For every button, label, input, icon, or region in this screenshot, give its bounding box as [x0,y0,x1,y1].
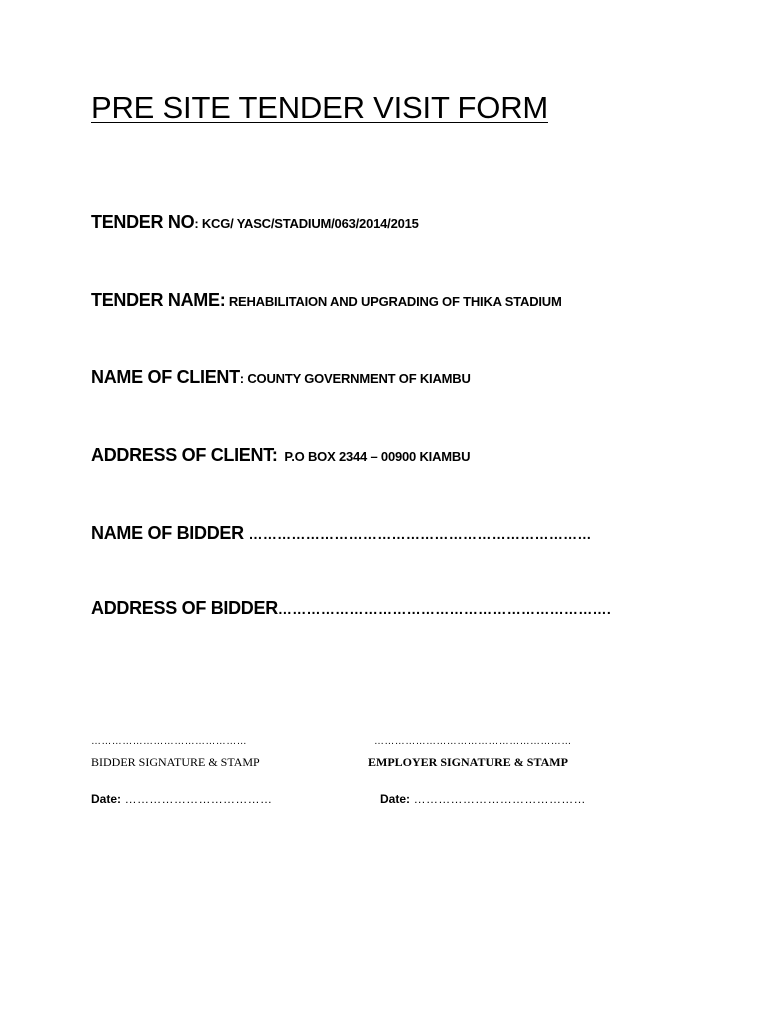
employer-date-fill-line[interactable]: …………………………………… [410,792,586,806]
bidder-address-fill-line[interactable]: ……………………………………………………………. [277,601,612,617]
bidder-name-label: NAME OF BIDDER [91,523,249,543]
tender-name-value: REHABILITAION AND UPGRADING OF THIKA STADIUM [225,294,562,309]
tender-no-row [91,212,419,233]
bidder-name-fill-line[interactable]: ……………………………………………………………… [248,526,592,542]
tender-no-value: KCG/ YASC/STADIUM/063/2014/2015 [198,216,419,231]
tender-name-label: TENDER NAME: [91,290,226,310]
tender-no-label: TENDER NO [91,212,195,232]
client-name-row [91,367,471,388]
tender-name-row [91,290,562,311]
bidder-address-label: ADDRESS OF BIDDER [91,598,278,618]
client-name-separator: : [239,371,244,386]
client-name-label: NAME OF CLIENT [91,367,240,387]
bidder-signature-label: BIDDER SIGNATURE & STAMP [91,755,260,769]
client-address-label: ADDRESS OF CLIENT: [91,445,278,465]
client-address-value: P.O BOX 2344 – 00900 KIAMBU [277,449,471,464]
client-address-row [91,445,470,466]
employer-date-label: Date: [380,792,411,806]
bidder-date-row [91,792,272,806]
employer-signature-label: EMPLOYER SIGNATURE & STAMP [368,755,568,769]
page-title: PRE SITE TENDER VISIT FORM [91,90,548,125]
client-name-value: COUNTY GOVERNMENT OF KIAMBU [243,371,471,386]
employer-signature-line[interactable]: ………………………………………………… [374,736,572,747]
bidder-address-row [91,598,611,619]
bidder-name-row [91,523,592,544]
tender-no-separator: : [194,216,199,231]
bidder-date-fill-line[interactable]: ……………………………… [121,792,273,806]
employer-date-row [380,792,586,806]
bidder-signature-line[interactable]: ……………………………………… [91,736,247,747]
bidder-date-label: Date: [91,792,122,806]
